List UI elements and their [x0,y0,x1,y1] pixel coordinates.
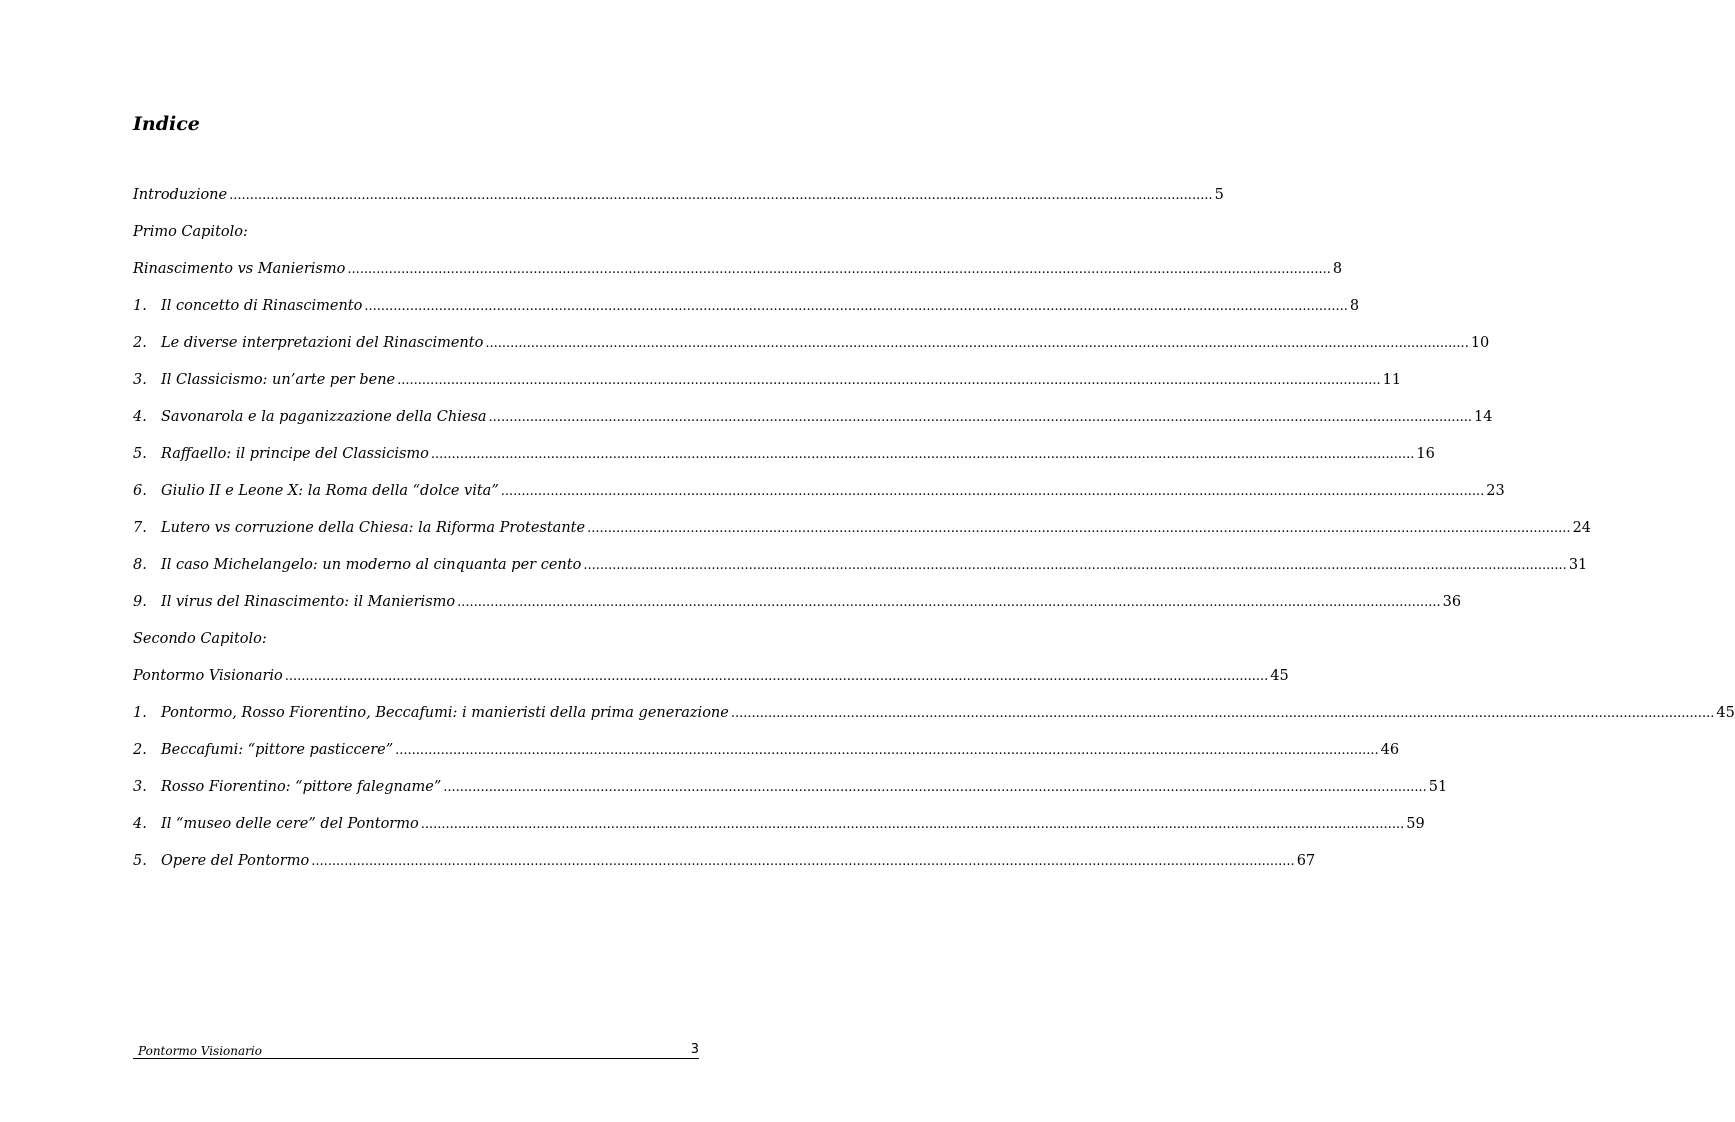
toc-entry [133,816,1425,853]
toc-entry-number: 5. [133,853,147,869]
toc-entry [133,557,1588,594]
toc-entry [133,409,1493,446]
toc-entry [133,446,1435,483]
toc-entry-number: 9. [133,594,147,610]
toc-entry-number: 2. [133,742,147,758]
toc-dot-leader [311,854,1295,869]
toc-entry-label: Introduzione [133,187,228,203]
toc-entry-page: 10 [1470,335,1490,351]
toc-dot-leader [583,558,1567,573]
toc-dot-leader [397,373,1381,388]
toc-entry [133,742,1400,779]
toc-dot-leader [285,669,1269,684]
toc-entry-number: 3. [133,372,147,388]
toc-dot-leader [485,336,1469,351]
toc-entry-label: Giulio II e Leone X: la Roma della “dolce vita” [161,483,499,499]
toc-dot-leader [431,447,1415,462]
toc-entry-number: 5. [133,446,147,462]
toc-entry-label: Secondo Capitolo: [133,631,267,647]
toc-entry [133,520,1592,557]
toc-entry [133,853,1316,890]
toc-entry-label: Primo Capitolo: [133,224,248,240]
toc-entry-number: 8. [133,557,147,573]
toc-entry [133,298,1360,335]
toc-entry [133,705,1735,742]
toc-entry [133,187,1224,224]
toc-entry-page: 36 [1442,594,1462,610]
toc-entry-page: 31 [1568,557,1588,573]
toc-entry-label: Il Classicismo: un’arte per bene [161,372,396,388]
toc-entry-page: 59 [1406,816,1425,832]
toc-entry-label: Rinascimento vs Manierismo [133,261,346,277]
toc-entry-page: 45 [1270,668,1289,684]
toc-entry-label: Beccafumi: “pittore pasticcere” [161,742,394,758]
toc-entry-number: 3. [133,779,147,795]
toc-entry-page: 16 [1416,446,1435,462]
toc-entry [133,779,1448,816]
toc-entry-label: Il virus del Rinascimento: il Manierismo [161,594,456,610]
toc-entry-page: 14 [1474,409,1493,425]
toc-entry-label: Savonarola e la paganizzazione della Chiesa [161,409,487,425]
toc-entry [133,594,1462,631]
toc-entry-page: 8 [1332,261,1343,277]
toc-entry-label: Lutero vs corruzione della Chiesa: la Riforma Protestante [161,520,586,536]
toc-entry-number: 4. [133,409,147,425]
toc-entry [133,372,1402,409]
toc-entry-page: 11 [1382,372,1402,388]
toc-entry [133,631,699,668]
toc-dot-leader [421,817,1405,832]
toc-dot-leader [347,262,1331,277]
footer-page-number: 3 [690,1042,699,1057]
toc-dot-leader [443,780,1427,795]
toc-entry-label: Le diverse interpretazioni del Rinascimento [161,335,484,351]
toc-entry-number: 6. [133,483,147,499]
toc-entry-page: 51 [1428,779,1448,795]
toc-entry-number: 4. [133,816,147,832]
toc-entry-label: Il “museo delle cere” del Pontormo [161,816,419,832]
toc-entry-page: 23 [1486,483,1505,499]
page-footer [133,1041,699,1059]
toc-dot-leader [587,521,1571,536]
toc-entry [133,224,699,261]
toc-entry-number: 1. [133,298,147,314]
toc-entry-page: 8 [1349,298,1360,314]
toc-dot-leader [489,410,1473,425]
toc-dot-leader [395,743,1379,758]
toc-entry-label: Pontormo, Rosso Fiorentino, Beccafumi: i manieristi della prima generazione [161,705,729,721]
toc-entry-number: 2. [133,335,147,351]
toc-entry-page: 46 [1380,742,1400,758]
toc-entry-page: 45 [1716,705,1735,721]
toc-entry-label: Il concetto di Rinascimento [161,298,363,314]
toc-entry-label: Il caso Michelangelo: un moderno al cinquanta per cento [161,557,582,573]
toc-dot-leader [364,299,1348,314]
toc-entry [133,335,1490,372]
toc-entry [133,261,1343,298]
toc-entry-page: 5 [1214,187,1224,203]
toc-entry-page: 24 [1572,520,1592,536]
page-title: Indice [133,113,200,135]
toc-entry [133,668,1289,705]
footer-title: Pontormo Visionario [138,1044,262,1058]
toc-entry [133,483,1505,520]
toc-dot-leader [229,188,1213,203]
table-of-contents [133,187,1735,890]
toc-entry-number: 7. [133,520,147,536]
toc-dot-leader [457,595,1441,610]
toc-entry-label: Rosso Fiorentino: “pittore falegname” [161,779,442,795]
toc-entry-number: 1. [133,705,147,721]
toc-dot-leader [501,484,1485,499]
toc-entry-label: Pontormo Visionario [133,668,283,684]
toc-dot-leader [731,706,1715,721]
toc-entry-page: 67 [1296,853,1316,869]
toc-entry-label: Raffaello: il principe del Classicismo [161,446,429,462]
toc-entry-label: Opere del Pontormo [161,853,310,869]
